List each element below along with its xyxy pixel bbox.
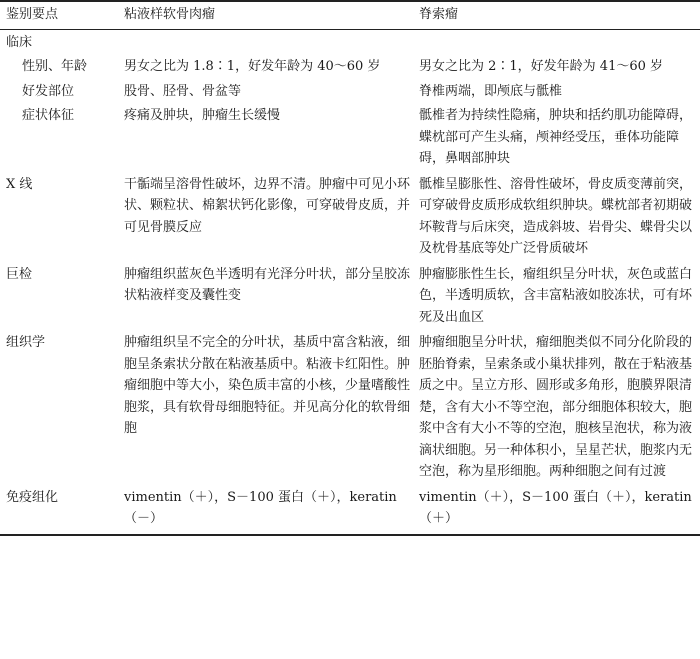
cell-chondrosarcoma-symptoms: 疼痛及肿块，肿瘤生长缓慢 [124, 108, 281, 123]
table-row [0, 485, 700, 535]
row-label-site: 好发部位 [22, 83, 75, 99]
row-label-histology: 组织学 [6, 335, 46, 350]
cell-chordoma-xray: 骶椎呈膨胀性、溶骨性破坏，骨皮质变薄前突，可穿破骨皮质形成软组织肿块。蝶枕部者初期破坏鞍背与后床突，造成斜坡、岩骨尖、蝶骨尖以及枕骨基底等处广泛骨质破坏 [419, 176, 693, 256]
table-row [0, 330, 700, 485]
row-label-sex-age: 性别、年龄 [22, 59, 88, 74]
table-row [0, 80, 700, 105]
row-label-gross: 巨检 [6, 266, 33, 282]
table-row [0, 262, 700, 331]
cell-chondrosarcoma-xray: 干骺端呈溶骨性破坏，边界不清。肿瘤中可见小环状、颗粒状、棉絮状钙化影像，可穿破骨皮质，并可见骨膜反应 [124, 176, 411, 235]
table-row [0, 29, 700, 55]
table-row [0, 104, 700, 172]
cell-chordoma-gross: 肿瘤膨胀性生长，瘤组织呈分叶状，灰色或蓝白色，半透明质软，含丰富粘液如胶冻状，可有坏死及出血区 [419, 266, 693, 325]
cell-chordoma-sex-age: 男女之比为 2∶1，好发年龄为 41～60 岁 [419, 59, 664, 74]
cell-chondrosarcoma-histology: 肿瘤组织呈不完全的分叶状，基质中富含粘液，细胞呈条索状分散在粘液基质中。粘液卡红阳性。肿瘤细胞中等大小，染色质丰富的小核，少量嗜酸性胞浆，具有软骨母细胞特征。并见高分化的软骨细胞 [124, 335, 411, 436]
row-label-symptoms: 症状体征 [22, 108, 75, 123]
table-row [0, 55, 700, 80]
header-row [0, 1, 700, 29]
table-header [0, 1, 700, 29]
cell-chondrosarcoma-ihc: vimentin（＋），S－100 蛋白（＋），keratin（－） [120, 485, 415, 535]
cell-chordoma-ihc: vimentin（＋），S－100 蛋白（＋），keratin（＋） [415, 485, 700, 535]
row-label-ihc: 免疫组化 [0, 485, 120, 535]
header-chordoma: 脊索瘤 [415, 1, 700, 29]
cell-chordoma-site: 脊椎两端，即颅底与骶椎 [419, 83, 563, 99]
cell-chondrosarcoma-sex-age: 男女之比为 1.8∶1，好发年龄为 40～60 岁 [124, 59, 381, 74]
cell-chondrosarcoma-gross: 肿瘤组织蓝灰色半透明有光泽分叶状，部分呈胶冻状粘液样变及囊性变 [124, 266, 411, 303]
header-chondrosarcoma: 粘液样软骨肉瘤 [120, 1, 415, 29]
cell-chondrosarcoma-site: 股骨、胫骨、骨盆等 [124, 83, 242, 99]
cell-chordoma-histology: 肿瘤细胞呈分叶状，瘤细胞类似不同分化阶段的胚胎脊索，呈索条或小巢状排列，散在于粘液基质之中。呈立方形、圆形或多角形，胞膜界限清楚，含有大小不等空泡，部分细胞体积较大，胞浆中含有大小不等的空泡，胞核呈泡状，称为液滴状细胞。另一种体积小，呈星芒状，胞浆内无空泡，称为星形细胞。两种细胞之间有过渡 [419, 335, 693, 479]
header-point: 鉴别要点 [0, 1, 120, 29]
cell-chordoma-symptoms: 骶椎者为持续性隐痛，肿块和括约肌功能障碍，蝶枕部可产生头痛，颅神经受压，垂体功能障碍，鼻咽部肿块 [419, 108, 693, 166]
row-label-xray: X 线 [6, 176, 33, 192]
table-body [0, 29, 700, 535]
row-label-clinical: 临床 [6, 34, 33, 50]
table-row [0, 172, 700, 262]
